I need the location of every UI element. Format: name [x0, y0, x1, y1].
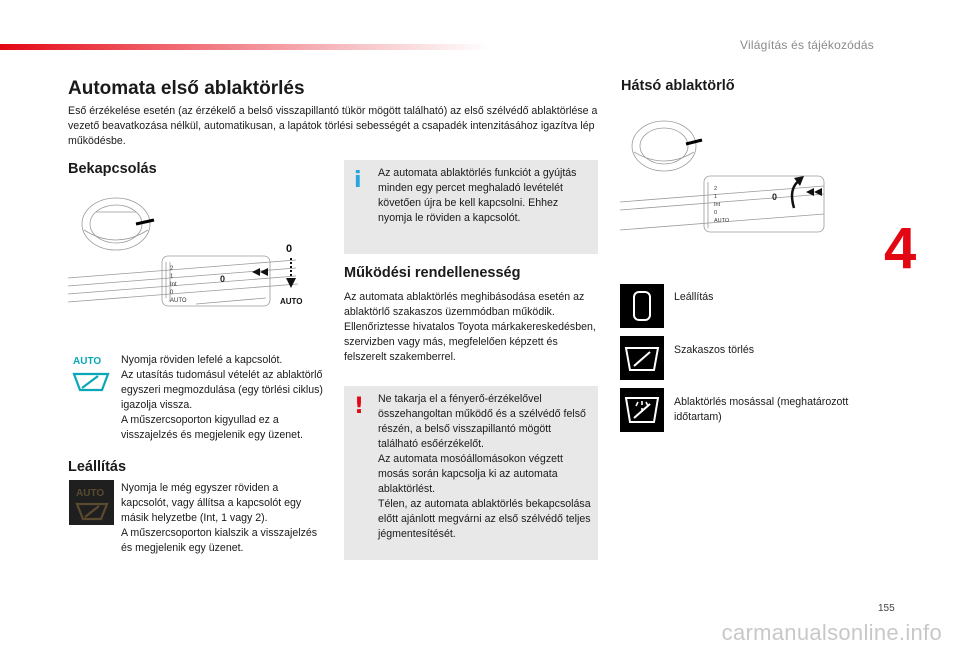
warning-box	[344, 386, 598, 560]
section-title: Világítás és tájékozódás	[740, 38, 874, 52]
page-number: 155	[878, 603, 895, 614]
malfunction-text: Az automata ablaktörlés meghibásodása esetén az ablaktörlő szakaszos üzemmódban működik. Ellenőriztesse hivatalos Toyota márkakereskedésben, szervizben vagy más, megfelelően képzett és felszerelt szakemberrel.	[344, 291, 596, 363]
warning-box-text: Ne takarja el a fényerő-érzékelővel összehangoltan működő és a szélvédő felső részén, a belső visszapillantó mögött található esőérzékelőt. Az automata mosóállomásokon végzett mosás során kapcsolja ki az automata ablaktörlést. Télen, az automata ablaktörlés bekapcsolása előtt ajánlott megvárni az első szélvédő teljes jégmentesítését.	[378, 393, 591, 540]
front-wiper-stalk-illustration	[66, 186, 336, 328]
header-accent-bar	[0, 44, 490, 50]
auto-icon-label: AUTO	[73, 356, 102, 367]
page-title: Automata első ablaktörlés	[68, 78, 305, 99]
rear-stalk-callout-0: 0	[772, 192, 778, 202]
heading-switch-off: Leállítás	[68, 459, 127, 475]
rear-legend-wash-label: Ablaktörlés mosással (meghatározott időtartam)	[674, 396, 849, 423]
rear-wiper-stalk-illustration	[618, 110, 832, 244]
stalk-label-0: 0	[170, 290, 174, 296]
auto-wiper-indicator-off-icon	[69, 480, 114, 525]
rear-legend-off-label: Leállítás	[674, 291, 714, 303]
heading-rear-wiper: Hátsó ablaktörlő	[621, 78, 735, 94]
rear-stalk-label-1: 1	[714, 194, 718, 200]
stalk-label-2: 2	[170, 266, 174, 272]
rear-intermittent-icon	[620, 336, 664, 380]
switch-on-text: Nyomja röviden lefelé a kapcsolót. Az utasítás tudomásul vételét az ablaktörlő egyszeri megmozdulása (egy törlési ciklus) igazolja vissza. A műszercsoporton kigyullad ez a visszajelzés és megjelenik egy üzenet.	[121, 354, 323, 441]
rear-legend-intermittent-label: Szakaszos törlés	[674, 344, 755, 356]
auto-off-icon-label: AUTO	[76, 488, 105, 499]
svg-text:0: 0	[220, 274, 226, 284]
stalk-label-auto: AUTO	[170, 298, 187, 304]
stalk-callout-auto: AUTO	[280, 297, 303, 306]
rear-wash-wipe-icon	[620, 388, 664, 432]
stalk-label-1: 1	[170, 274, 174, 280]
heading-malfunction: Működési rendellenesség	[344, 265, 521, 281]
stalk-callout-0: 0	[286, 243, 293, 255]
auto-wiper-indicator-on-icon	[70, 354, 112, 396]
heading-switch-on: Bekapcsolás	[68, 161, 157, 177]
rear-stalk-label-0: 0	[714, 210, 718, 216]
intro-paragraph: Eső érzékelése esetén (az érzékelő a belső visszapillantó tükör mögött található) az első szélvédő ablaktörlése a vezető beavatkozása nélkül, automatikusan, a lapátok törlési sebességét a csapadék intenzitásához igazítva lép működésbe.	[68, 105, 598, 147]
rear-stalk-label-2: 2	[714, 186, 718, 192]
rear-stalk-label-auto: AUTO	[714, 218, 730, 224]
warning-icon: !	[354, 394, 365, 419]
chapter-number: 4	[884, 216, 917, 281]
stalk-label-int: Int	[170, 282, 177, 288]
info-box	[344, 160, 598, 254]
watermark: carmanualsonline.info	[721, 620, 942, 645]
rear-stalk-label-int: Int	[714, 202, 721, 208]
info-icon: i	[354, 168, 362, 193]
switch-off-text: Nyomja le még egyszer röviden a kapcsolót, vagy állítsa a kapcsolót egy másik helyzetbe (Int, 1 vagy 2). A műszercsoporton kialszik a visszajelzés és megjelenik egy üzenet.	[121, 482, 318, 554]
info-box-text: Az automata ablaktörlés funkciót a gyújtás minden egy percet meghaladó levételét követően újra be kell kapcsolni. Ehhez nyomja le röviden a kapcsolót.	[378, 167, 577, 224]
rear-off-icon	[620, 284, 664, 328]
